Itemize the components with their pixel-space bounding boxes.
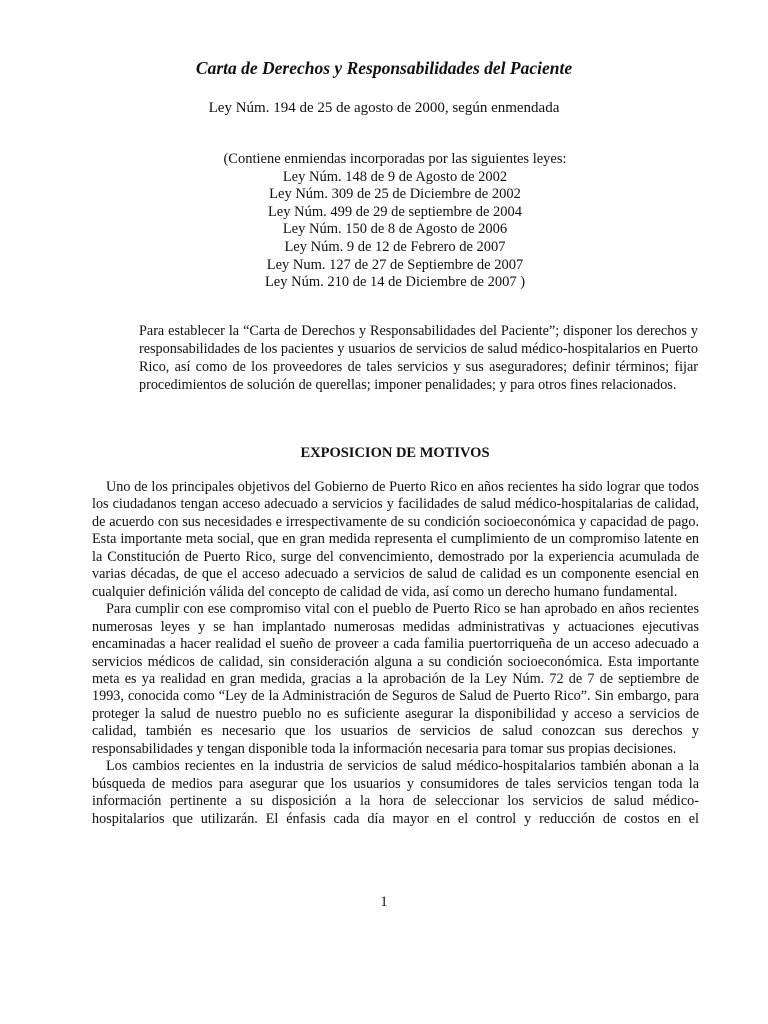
purpose-paragraph: Para establecer la “Carta de Derechos y Responsabilidades del Paciente”; disponer los derechos y responsabilidades de los pacientes y usuarios de servicios de salud médico-hospitalarios en Puerto Rico, así como de los proveedores de tales servicios y sus aseguradores; definir términos; fijar procedimientos de solución de querellas; imponer penalidades; y para otros fines relacionados.: [139, 323, 698, 393]
amendments-intro: (Contiene enmiendas incorporadas por las siguientes leyes:: [223, 151, 567, 167]
law-citation: Ley Núm. 194 de 25 de agosto de 2000, según enmendada: [208, 100, 560, 116]
amendment-line: Ley Núm. 210 de 14 de Diciembre de 2007 ): [264, 274, 526, 291]
page-number: 1: [380, 894, 388, 910]
amendment-line: Ley Num. 127 de 27 de Septiembre de 2007: [266, 256, 524, 273]
amendment-line: Ley Núm. 9 de 12 de Febrero de 2007: [284, 238, 506, 255]
body-paragraph: Para cumplir con ese compromiso vital con el pueblo de Puerto Rico se han aprobado en años recientes numerosas leyes y se han implantado numerosas medidas administrativas y actuaciones ejecutivas encaminadas a hacer realidad el sueño de proveer a cada familia puertorriqueña de un acceso adecuado a servicios médicos de calidad, sin consideración alguna a su condición socioeconómica. Esta importante meta es ya realidad en gran medida, gracias a la aprobación de la Ley Núm. 72 de 7 de septiembre de 1993, conocida como “Ley de la Administración de Seguros de Salud de Puerto Rico”. Sin embargo, para proteger la salud de nuestro pueblo no es suficiente asegurar la disponibilidad y acceso a servicios de calidad, también es necesario que los usuarios de servicios de salud conozcan sus derechos y responsabilidades y tengan disponible toda la información necesaria para tomar sus propias decisiones.: [92, 601, 699, 757]
section-heading: EXPOSICION DE MOTIVOS: [300, 445, 490, 461]
body-paragraph: Los cambios recientes en la industria de servicios de salud médico-hospitalarios también abonan a la búsqueda de medios para asegurar que los usuarios y consumidores de tales servicios tengan toda la información pertinente a su disposición a la hora de seleccionar los servicios de salud médico-hospitalarios que utilizarán. El énfasis cada día mayor en el control y reducción de costos en el: [92, 758, 699, 827]
amendment-line: Ley Núm. 150 de 8 de Agosto de 2006: [282, 221, 508, 238]
amendment-line: Ley Núm. 148 de 9 de Agosto de 2002: [282, 168, 508, 185]
amendments-list: [0, 151, 768, 292]
body-paragraph: Uno de los principales objetivos del Gobierno de Puerto Rico en años recientes ha sido lograr que todos los ciudadanos tengan acceso adecuado a servicios y facilidades de salud médico-hospitalarias de calidad, de acuerdo con sus necesidades e irrespectivamente de su condición socioeconómica y capacidad de pago. Esta importante meta social, que en gran medida representa el cumplimiento de un compromiso latente en la Constitución de Puerto Rico, surge del convencimiento, demostrado por la experiencia acumulada de varias décadas, de que el acceso adecuado a servicios de salud de calidad es un componente esencial en cualquier definición válida del concepto de calidad de vida, así como un derecho humano fundamental.: [92, 479, 699, 600]
amendment-line: Ley Núm. 499 de 29 de septiembre de 2004: [267, 203, 523, 220]
amendment-line: Ley Núm. 309 de 25 de Diciembre de 2002: [269, 186, 521, 203]
motives-body: [92, 479, 699, 828]
document-title: Carta de Derechos y Responsabilidades del Paciente: [195, 58, 573, 78]
